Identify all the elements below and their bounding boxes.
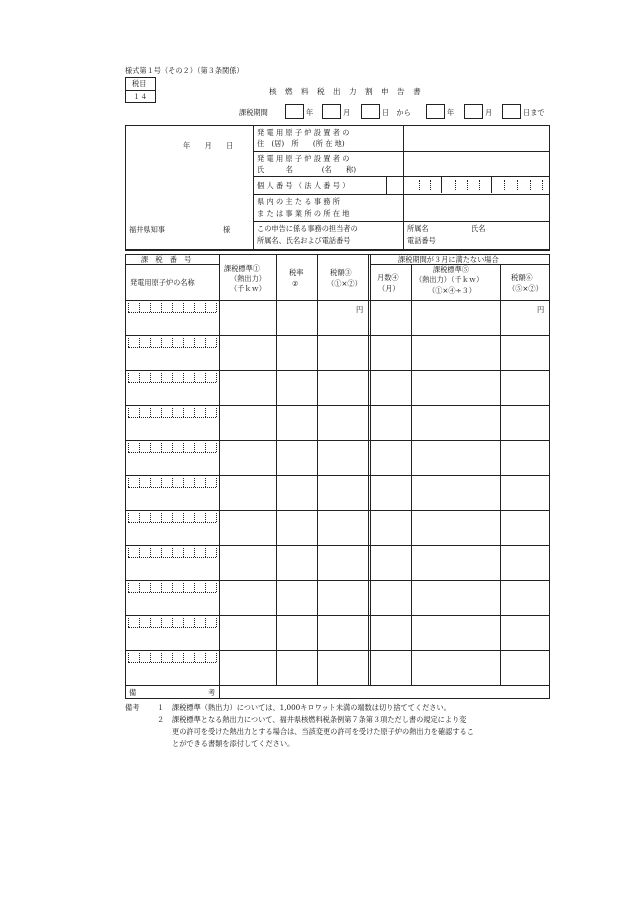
tax-amount-cell[interactable] [318,581,368,614]
tax-number-digit-sep [205,338,206,347]
tax-number-digit-sep [150,443,151,452]
tax-number-digit-sep [150,338,151,347]
tax-number-digit-sep [205,653,206,662]
tax6-cell[interactable] [501,581,549,614]
tax-rate-cell[interactable] [277,616,317,649]
tax-number-digit-sep [205,443,206,452]
tax-number-underline [128,417,216,418]
col-std5-l1: 課税標準⑤ [433,265,469,274]
tax-number-field[interactable] [128,513,216,522]
id-digit-sep [479,180,480,190]
tax-number-digit-sep [139,443,140,452]
note2-line1: 課税標準となる熱出力について、福井県核燃料税条例第７条第３項ただし書の規定により変 [172,715,467,724]
col-std-l2: （熱出力） [230,274,266,283]
tax-number-digit-sep [205,303,206,312]
id-number-label-divider [386,176,387,194]
tax-number-digit-sep [161,583,162,592]
tax-number-digit-sep [216,478,217,487]
tax-number-digit-sep [139,653,140,662]
period-year1-field[interactable] [285,104,304,119]
tax-number-digit-sep [150,303,151,312]
tax-number-digit-sep [194,303,195,312]
tax-number-underline [128,592,216,593]
tax6-cell[interactable] [501,511,549,544]
tax-number-field[interactable] [128,338,216,347]
tax-amount-cell[interactable] [318,441,368,474]
tax-number-digit-sep [183,548,184,557]
address-field[interactable] [404,126,549,150]
tax-number-digit-sep [161,478,162,487]
tax6-cell[interactable] [501,476,549,509]
tax-number-digit-sep [150,408,151,417]
col-tax-l2: （①×②） [327,279,362,288]
tax-number-digit-sep [128,338,129,347]
tax-rate-cell[interactable] [277,546,317,579]
tax-number-digit-sep [139,303,140,312]
std5-cell[interactable] [412,371,500,404]
tax-amount-cell[interactable] [318,476,368,509]
tax-number-field[interactable] [128,443,216,452]
col-tax6-l1: 税額⑥ [511,273,533,282]
notes-label: 備考 [125,703,140,712]
std-output-cell[interactable] [220,441,276,474]
std-output-cell[interactable] [220,581,276,614]
tax-number-digit-sep [183,478,184,487]
tax-number-digit-sep [216,583,217,592]
tax-number-digit-sep [172,303,173,312]
std-output-cell[interactable] [220,406,276,439]
reactor-name-cell[interactable] [126,489,219,509]
tax-number-digit-sep [194,443,195,452]
note2-line2: 更の許可を受けた熱出力とする場合は、当該変更の許可を受けた原子炉の熱出力を確認するこ [172,727,474,736]
reactor-name-cell[interactable] [126,629,219,649]
reactor-name-cell[interactable] [126,384,219,404]
col-reactor: 発電用原子炉の名称 [130,278,195,287]
id-digit-sep [517,180,518,190]
tax-number-digit-sep [128,618,129,627]
tax-amount-cell[interactable] [318,651,368,684]
period-label: 課税期間 [239,108,268,117]
header-divider-left [253,125,254,250]
tax6-cell[interactable] [501,371,549,404]
tax-item-label: 税目 [132,79,147,88]
months-cell[interactable] [371,616,411,649]
id-digit-sep [530,180,531,190]
tax-number-digit-sep [161,408,162,417]
tax-number-digit-sep [128,653,129,662]
std-output-cell[interactable] [220,371,276,404]
tax-number-digit-sep [172,373,173,382]
tax6-cell[interactable] [501,441,549,474]
tax-number-digit-sep [216,653,217,662]
tax-rate-cell[interactable] [277,511,317,544]
address-label-line2: 住 (居) 所 (所 在 地) [257,139,345,148]
id-digit-sep [419,180,420,190]
tax-number-digit-sep [161,618,162,627]
tax-number-digit-sep [172,618,173,627]
period-month2-field[interactable] [464,104,483,119]
id-group-sep [441,177,442,193]
id-digit-sep [542,180,543,190]
note1-text: 課税標準（熱出力）については、1,000キロワット未満の端数は切り捨ててください。 [172,703,451,712]
tax-number-digit-sep [150,618,151,627]
tax-number-digit-sep [139,373,140,382]
tax-number-digit-sep [194,408,195,417]
tax-number-underline [128,662,216,663]
tax-number-digit-sep [216,618,217,627]
tax-number-digit-sep [205,373,206,382]
reactor-name-cell[interactable] [126,664,219,684]
address-label-line1: 発 電 用 原 子 炉 設 置 者 の [257,128,350,137]
col-months-l1: 月数④ [377,273,399,282]
tax-number-digit-sep [150,583,151,592]
tax-number-digit-sep [194,373,195,382]
name-label-line2: 氏 名 (名 称) [257,165,357,174]
header-bottom-line [125,250,550,251]
tax-number-digit-sep [183,443,184,452]
remarks-label-right: 考 [208,688,216,697]
col-months-l2: （月） [378,284,400,293]
tax-number-digit-sep [183,408,184,417]
months-cell[interactable] [371,581,411,614]
months-cell[interactable] [371,406,411,439]
tax-number-digit-sep [139,583,140,592]
note2-number: ２ [157,715,165,724]
std-output-cell[interactable] [220,511,276,544]
tax-number-digit-sep [172,513,173,522]
tax-number-field[interactable] [128,408,216,417]
tax-number-digit-sep [205,478,206,487]
tax-number-digit-sep [139,513,140,522]
tax-number-digit-sep [216,338,217,347]
reactor-name-cell[interactable] [126,349,219,369]
form-id: 様式第１号（その２）（第３条関係） [125,66,244,75]
col-taxno: 課 税 番 号 [141,255,192,264]
tax-number-digit-sep [161,443,162,452]
tax-number-digit-sep [183,653,184,662]
col-rate-l1: 税率 [289,268,304,277]
months-cell[interactable] [371,651,411,684]
tax-number-digit-sep [172,583,173,592]
tax-number-digit-sep [194,618,195,627]
tax-number-digit-sep [183,513,184,522]
tax6-cell[interactable] [501,336,549,369]
id-number-field[interactable] [404,177,549,193]
reactor-name-cell[interactable] [126,314,219,334]
id-number-label: 個 人 番 号 （ 法 人 番 号 ） [257,181,350,190]
tax-number-digit-sep [183,338,184,347]
tax-number-digit-sep [172,338,173,347]
tax-number-digit-sep [194,583,195,592]
tax-number-digit-sep [205,548,206,557]
tax-number-digit-sep [161,373,162,382]
contact-label-line1: この申告に係る事務の担当者の [257,224,358,233]
period-year1-label: 年 [306,108,314,117]
period-year2-field[interactable] [426,104,445,119]
tax-number-digit-sep [183,373,184,382]
std-output-cell[interactable] [220,546,276,579]
std5-cell[interactable] [412,651,500,684]
tax-amount-cell[interactable] [318,406,368,439]
period-day-until-label: 日まで [523,108,545,117]
tax-number-field[interactable] [128,373,216,382]
tax-number-digit-sep [128,478,129,487]
tax-number-digit-sep [172,653,173,662]
tax6-cell[interactable] [501,651,549,684]
col-std5-l2: （熱出力）（千ｋｗ） [415,275,484,284]
std5-cell[interactable] [412,511,500,544]
tax-number-digit-sep [128,303,129,312]
std5-cell[interactable] [412,476,500,509]
tax-number-digit-sep [183,303,184,312]
tax-number-digit-sep [216,443,217,452]
tax-number-digit-sep [128,513,129,522]
tax-number-digit-sep [161,338,162,347]
reactor-name-cell[interactable] [126,419,219,439]
tax6-cell[interactable] [501,546,549,579]
name-field[interactable] [404,152,549,175]
col-std5-l3: （①×④÷３） [428,286,476,295]
tax-number-digit-sep [139,408,140,417]
period-month2-label: 月 [485,108,493,117]
tax-number-digit-sep [216,303,217,312]
tax-number-digit-sep [172,478,173,487]
tax6-cell[interactable] [501,301,549,334]
tax-number-underline [128,347,216,348]
std5-cell[interactable] [412,546,500,579]
tax-number-digit-sep [216,373,217,382]
yen-unit-tax6: 円 [537,305,545,314]
remarks-label-left: 備 [129,688,137,697]
period-day1-field[interactable] [361,104,380,119]
tax-amount-cell[interactable] [318,371,368,404]
tax-rate-cell[interactable] [277,581,317,614]
id-digit-sep [504,180,505,190]
reactor-name-cell[interactable] [126,559,219,579]
tax-number-digit-sep [183,583,184,592]
tax-number-underline [128,487,216,488]
tax-number-digit-sep [194,548,195,557]
tax-number-digit-sep [205,583,206,592]
std-output-cell[interactable] [220,651,276,684]
std5-cell[interactable] [412,406,500,439]
tax-amount-cell[interactable] [318,511,368,544]
std5-cell[interactable] [412,616,500,649]
tax-rate-cell[interactable] [277,336,317,369]
tax-number-digit-sep [150,513,151,522]
tax-number-field[interactable] [128,653,216,662]
governor-label: 福井県知事 [129,225,165,234]
tax-number-digit-sep [216,548,217,557]
tax-number-digit-sep [139,338,140,347]
tax-number-field[interactable] [128,548,216,557]
note2-line3: とができる書類を添付してください。 [172,739,295,748]
tax-number-digit-sep [139,478,140,487]
office-label-line1: 県 内 の 主 た る 事 務 所 [257,197,340,206]
tax-number-digit-sep [161,653,162,662]
reactor-name-cell[interactable] [126,524,219,544]
id-digit-sep [467,180,468,190]
dept-label: 所属名 [407,224,429,233]
contact-field[interactable] [404,222,549,249]
person-label: 氏名 [471,224,486,233]
tax-number-field[interactable] [128,583,216,592]
months-cell[interactable] [371,441,411,474]
reactor-name-cell[interactable] [126,594,219,614]
tax-number-digit-sep [205,618,206,627]
note1-number: １ [157,703,165,712]
col-tax6-l2: （⑤×②） [508,284,543,293]
taxno-header-line [125,264,219,265]
remarks-field[interactable] [220,686,549,698]
tax-number-underline [128,522,216,523]
office-address-field[interactable] [404,195,549,220]
months-cell[interactable] [371,546,411,579]
office-label-line2: ま た は 事 業 所 の 所 在 地 [257,209,350,218]
tax-number-field[interactable] [128,303,216,312]
page-title: 核 燃 料 税 出 力 割 申 告 書 [269,87,424,96]
tax-rate-cell[interactable] [277,651,317,684]
tax-rate-cell[interactable] [277,301,317,334]
tax-number-digit-sep [161,548,162,557]
tax-number-field[interactable] [128,478,216,487]
tax-number-digit-sep [150,478,151,487]
tax-number-digit-sep [161,513,162,522]
std-output-cell[interactable] [220,616,276,649]
tax-number-digit-sep [194,478,195,487]
col-std-l3: （千ｋｗ） [230,284,266,293]
tax-number-digit-sep [161,303,162,312]
months-cell[interactable] [371,511,411,544]
tax-number-digit-sep [194,338,195,347]
months-cell[interactable] [371,371,411,404]
tax6-cell[interactable] [501,406,549,439]
std5-cell[interactable] [412,301,500,334]
tax-number-underline [128,627,216,628]
period-day-from-label: 日 から [382,108,411,117]
tax-number-digit-sep [150,653,151,662]
tax-number-digit-sep [216,513,217,522]
months-cell[interactable] [371,336,411,369]
months-cell[interactable] [371,476,411,509]
tax-number-field[interactable] [128,618,216,627]
tax-number-digit-sep [139,618,140,627]
tax-number-digit-sep [205,408,206,417]
period-month1-field[interactable] [322,104,341,119]
tax-number-digit-sep [194,653,195,662]
period-month1-label: 月 [343,108,351,117]
std-output-cell[interactable] [220,301,276,334]
tax-rate-cell[interactable] [277,441,317,474]
col-rate-l2: ② [292,279,299,288]
tax-rate-cell[interactable] [277,406,317,439]
name-label-line1: 発 電 用 原 子 炉 設 置 者 の [257,154,350,163]
tax-number-digit-sep [128,548,129,557]
tax-number-digit-sep [128,408,129,417]
tax-number-underline [128,382,216,383]
std5-cell[interactable] [412,441,500,474]
tax-number-digit-sep [139,548,140,557]
tax-amount-cell[interactable] [318,616,368,649]
submission-date-label: 年 月 日 [183,141,234,150]
tax-amount-cell[interactable] [318,546,368,579]
months-cell[interactable] [371,301,411,334]
id-digit-sep [430,180,431,190]
phone-label: 電話番号 [407,236,436,245]
col-std-l1: 課税標準① [224,264,260,273]
tax-number-underline [128,312,216,313]
tax-rate-cell[interactable] [277,371,317,404]
std5-cell[interactable] [412,336,500,369]
yen-unit-tax3: 円 [356,305,364,314]
tax6-cell[interactable] [501,616,549,649]
tax-item-code: １４ [133,92,148,101]
tax-number-digit-sep [172,548,173,557]
tax-number-digit-sep [150,373,151,382]
tax-number-digit-sep [128,443,129,452]
tax-item-divider [125,90,156,91]
tax-number-digit-sep [150,548,151,557]
honorific-label: 様 [223,225,231,234]
tax-number-digit-sep [216,408,217,417]
contact-label-line2: 所属名、氏名および電話番号 [257,236,351,245]
id-digit-sep [455,180,456,190]
period-day2-field[interactable] [502,104,521,119]
short-period-label: 課税期間が３月に満たない場合 [398,255,499,264]
tax-number-underline [128,452,216,453]
tax-amount-cell[interactable] [318,336,368,369]
std5-cell[interactable] [412,581,500,614]
tax-number-digit-sep [172,408,173,417]
std-output-cell[interactable] [220,476,276,509]
tax-number-digit-sep [205,513,206,522]
col-tax-l1: 税額③ [330,268,352,277]
tax-rate-cell[interactable] [277,476,317,509]
id-group-sep [491,177,492,193]
tax-number-digit-sep [183,618,184,627]
tax-number-underline [128,557,216,558]
tax-number-digit-sep [172,443,173,452]
std-output-cell[interactable] [220,336,276,369]
tax-number-digit-sep [128,373,129,382]
period-year2-label: 年 [447,108,455,117]
reactor-name-cell[interactable] [126,454,219,474]
tax-amount-cell[interactable] [318,301,368,334]
tax-number-digit-sep [194,513,195,522]
tax-number-digit-sep [128,583,129,592]
